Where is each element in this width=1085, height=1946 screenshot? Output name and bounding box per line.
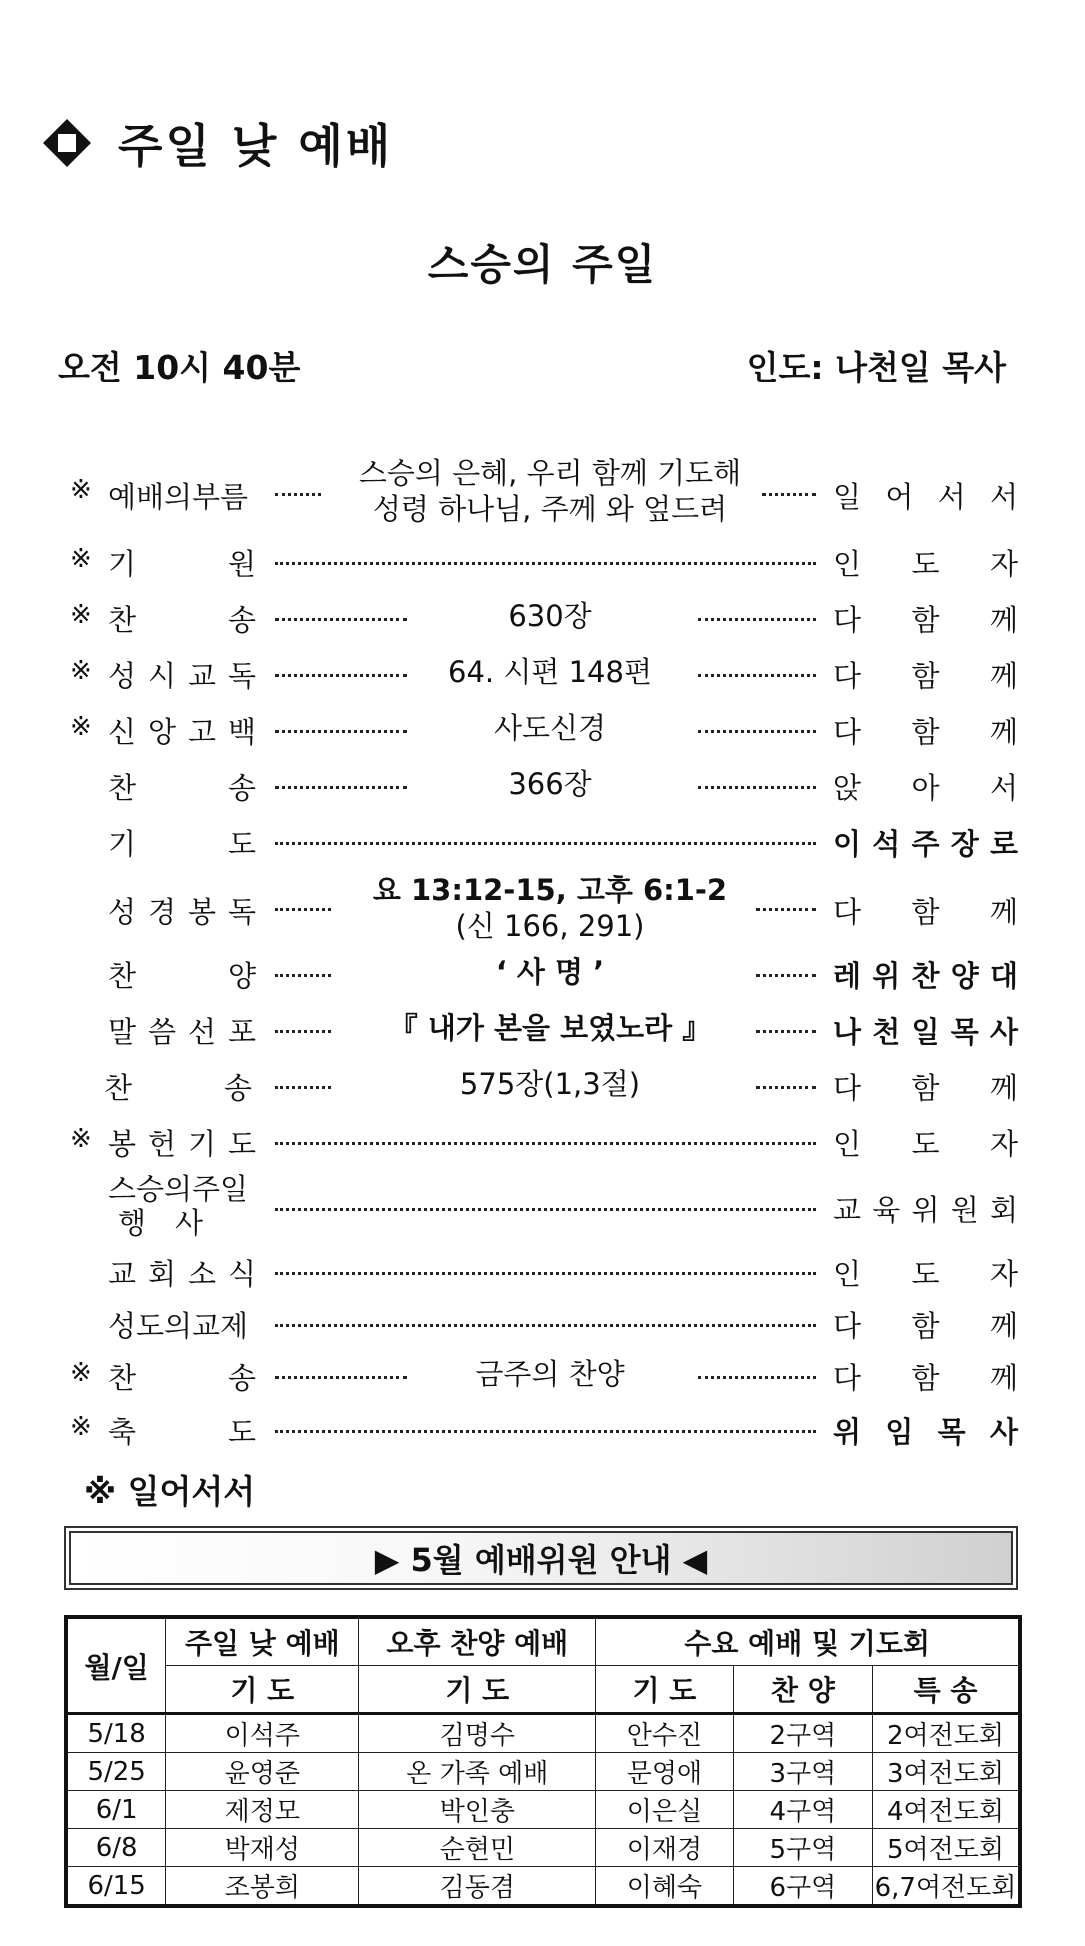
order-label: 기 원 — [108, 547, 256, 581]
col-wednesday-special: 특 송 — [873, 1666, 1020, 1714]
col-wednesday-praise: 찬 양 — [733, 1666, 872, 1714]
order-responsible: 다 함 께 — [833, 1071, 1018, 1105]
order-row-sermon — [0, 1010, 1085, 1050]
cell: 문영애 — [596, 1753, 733, 1791]
order-row-prayer — [0, 822, 1085, 862]
dot-leader — [275, 562, 816, 565]
order-content: 630장 — [508, 599, 592, 633]
dot-leader — [275, 842, 816, 845]
order-label: 찬 송 — [108, 1361, 256, 1395]
order-label: 성 경 봉 독 — [108, 895, 256, 929]
order-responsible: 레 위 찬 양 대 — [833, 959, 1018, 993]
cell: 조봉희 — [166, 1867, 359, 1907]
col-sunday-prayer: 기 도 — [166, 1666, 359, 1714]
dot-leader — [275, 1142, 816, 1145]
order-row-church-news — [0, 1252, 1085, 1292]
cell: 2구역 — [733, 1714, 872, 1753]
order-responsible: 인 도 자 — [833, 547, 1018, 581]
order-label: 신 앙 고 백 — [108, 715, 256, 749]
order-label: 성도의교제 — [108, 1309, 249, 1343]
dot-leader — [756, 908, 816, 911]
order-row-hymn-2 — [0, 766, 1085, 806]
order-responsible: 위 임 목 사 — [833, 1415, 1018, 1449]
dot-leader — [275, 974, 331, 977]
cell: 이석주 — [166, 1714, 359, 1753]
dot-leader — [275, 1324, 816, 1327]
order-responsible: 나 천 일 목 사 — [833, 1015, 1018, 1049]
order-content: 64. 시편 148편 — [448, 655, 652, 689]
order-content-line-2: (신 166, 291) — [455, 909, 645, 943]
standing-mark: ※ — [70, 544, 92, 574]
standing-mark: ※ — [70, 656, 92, 686]
order-content-line-2: 성령 하나님, 주께 와 엎드려 — [372, 492, 728, 526]
order-content: 『 내가 본을 보였노라 』 — [388, 1011, 712, 1045]
standing-mark: ※ — [70, 712, 92, 742]
order-label: 스승의주일 행 사 — [108, 1172, 249, 1240]
cell: 순현민 — [359, 1829, 596, 1867]
col-afternoon-prayer: 기 도 — [359, 1666, 596, 1714]
dot-leader — [275, 1272, 816, 1275]
table-row — [66, 1714, 1020, 1753]
cell-date: 6/15 — [66, 1867, 166, 1907]
col-group-wednesday: 수요 예배 및 기도회 — [596, 1617, 1020, 1666]
order-row-hymn-3 — [0, 1066, 1085, 1106]
dot-leader — [275, 1030, 331, 1033]
standing-mark: ※ — [70, 1124, 92, 1154]
dot-leader — [275, 908, 331, 911]
order-row-benediction — [0, 1410, 1085, 1450]
order-label: 찬 송 — [108, 771, 256, 805]
order-row-responsive-reading — [0, 654, 1085, 694]
order-row-anthem — [0, 954, 1085, 994]
table-row — [66, 1753, 1020, 1791]
order-label: 교 회 소 식 — [108, 1257, 256, 1291]
standing-mark: ※ — [70, 600, 92, 630]
table-row — [66, 1867, 1020, 1907]
cell: 안수진 — [596, 1714, 733, 1753]
dot-leader — [698, 674, 816, 677]
order-row-scripture — [0, 872, 1085, 946]
cell: 5구역 — [733, 1829, 872, 1867]
cell: 4여전도회 — [873, 1791, 1020, 1829]
order-label: 찬 송 — [104, 1071, 252, 1105]
order-content: 575장(1,3절) — [459, 1067, 641, 1101]
standing-mark: ※ — [70, 1412, 92, 1442]
dot-leader — [275, 1430, 816, 1433]
worship-committee-banner — [64, 1526, 1018, 1590]
cell: 5여전도회 — [873, 1829, 1020, 1867]
dot-leader — [698, 618, 816, 621]
dot-leader — [698, 1376, 816, 1379]
dot-leader — [756, 1030, 816, 1033]
cell-date: 6/8 — [66, 1829, 166, 1867]
cell: 3구역 — [733, 1753, 872, 1791]
order-label: 기 도 — [108, 827, 256, 861]
order-content — [340, 872, 760, 944]
order-content — [340, 455, 760, 527]
order-row-offering-prayer — [0, 1122, 1085, 1162]
service-title: 스승의 주일 — [427, 240, 658, 289]
standing-mark: ※ — [70, 1358, 92, 1388]
col-wednesday-prayer: 기 도 — [596, 1666, 733, 1714]
cell: 3여전도회 — [873, 1753, 1020, 1791]
service-leader: 인도: 나천일 목사 — [746, 348, 1006, 387]
col-date: 월/일 — [66, 1617, 166, 1714]
dot-leader — [275, 1086, 331, 1089]
section-header — [42, 108, 393, 178]
order-content: 금주의 찬양 — [475, 1357, 625, 1391]
order-row-teachers-day-event — [0, 1172, 1085, 1244]
worship-committee-table — [64, 1615, 1022, 1908]
cell: 이재경 — [596, 1829, 733, 1867]
order-label: 말 씀 선 포 — [108, 1015, 256, 1049]
order-label: 찬 양 — [108, 959, 256, 993]
order-label: 성 시 교 독 — [108, 659, 256, 693]
order-responsible: 교 육 위 원 회 — [833, 1193, 1018, 1227]
service-time: 오전 10시 40분 — [58, 348, 301, 387]
order-label: 예배의부름 — [108, 480, 249, 514]
section-title: 주일 낮 예배 — [118, 119, 394, 173]
order-row-hymn-1 — [0, 598, 1085, 638]
cell-date: 5/25 — [66, 1753, 166, 1791]
col-group-sunday: 주일 낮 예배 — [166, 1617, 359, 1666]
table-row — [66, 1829, 1020, 1867]
dot-leader — [275, 493, 321, 496]
diamond-icon — [42, 118, 92, 168]
order-content-line-1: 요 13:12-15, 고후 6:1-2 — [372, 873, 728, 907]
order-responsible: 다 함 께 — [833, 895, 1018, 929]
col-group-afternoon: 오후 찬양 예배 — [359, 1617, 596, 1666]
cell: 2여전도회 — [873, 1714, 1020, 1753]
dot-leader — [756, 1086, 816, 1089]
cell: 온 가족 예배 — [359, 1753, 596, 1791]
order-content: 366장 — [508, 767, 592, 801]
order-responsible: 다 함 께 — [833, 1361, 1018, 1395]
order-row-creed — [0, 710, 1085, 750]
standing-note: ※ 일어서서 — [84, 1472, 256, 1511]
order-row-fellowship — [0, 1304, 1085, 1344]
dot-leader — [698, 786, 816, 789]
order-row-call-to-worship — [0, 455, 1085, 529]
order-label: 축 도 — [108, 1415, 256, 1449]
order-responsible: 다 함 께 — [833, 603, 1018, 637]
order-content: 사도신경 — [493, 711, 607, 745]
cell: 박인충 — [359, 1791, 596, 1829]
order-responsible: 이 석 주 장 로 — [833, 827, 1018, 861]
banner-title: ▶ 5월 예배위원 안내 ◀ — [69, 1531, 1013, 1585]
order-row-invocation — [0, 542, 1085, 582]
standing-mark: ※ — [70, 475, 92, 505]
dot-leader — [756, 974, 816, 977]
cell: 박재성 — [166, 1829, 359, 1867]
cell: 6,7여전도회 — [873, 1867, 1020, 1907]
order-responsible: 다 함 께 — [833, 1309, 1018, 1343]
order-label: 찬 송 — [108, 603, 256, 637]
order-responsible: 인 도 자 — [833, 1127, 1018, 1161]
order-row-hymn-4 — [0, 1356, 1085, 1396]
order-content: ‘ 사 명 ’ — [495, 955, 605, 989]
cell: 6구역 — [733, 1867, 872, 1907]
cell: 이은실 — [596, 1791, 733, 1829]
order-responsible: 다 함 께 — [833, 659, 1018, 693]
table-row — [66, 1791, 1020, 1829]
cell: 4구역 — [733, 1791, 872, 1829]
dot-leader — [762, 493, 816, 496]
order-responsible: 인 도 자 — [833, 1257, 1018, 1291]
order-label: 봉 헌 기 도 — [108, 1127, 256, 1161]
dot-leader — [275, 1208, 816, 1211]
cell-date: 5/18 — [66, 1714, 166, 1753]
cell: 이혜숙 — [596, 1867, 733, 1907]
order-responsible: 일 어 서 서 — [833, 480, 1018, 514]
cell: 김동겸 — [359, 1867, 596, 1907]
cell: 제정모 — [166, 1791, 359, 1829]
dot-leader — [698, 730, 816, 733]
order-responsible: 다 함 께 — [833, 715, 1018, 749]
cell: 윤영준 — [166, 1753, 359, 1791]
order-responsible: 앉 아 서 — [833, 771, 1018, 805]
cell: 김명수 — [359, 1714, 596, 1753]
cell-date: 6/1 — [66, 1791, 166, 1829]
order-content-line-1: 스승의 은혜, 우리 함께 기도해 — [358, 456, 742, 490]
